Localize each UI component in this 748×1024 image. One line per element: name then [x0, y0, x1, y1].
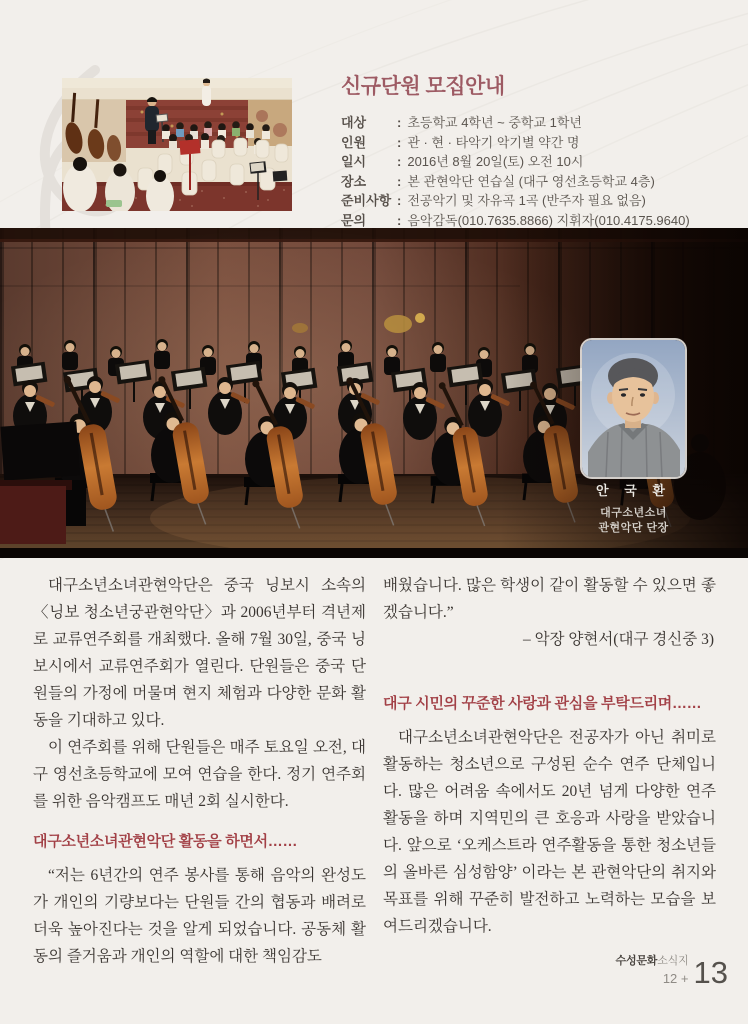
recruit-title: 신규단원 모집안내 [341, 75, 505, 98]
portrait-caption [570, 480, 697, 536]
paragraph: 대구소년소녀관현악단은 중국 닝보시 소속의 〈닝보 청소년궁관현악단〉과 2006년부터 격년제로 교류연주회를 개최했다. 올해 7월 30일, 중국 닝보시에서 교류연주회가 열린다. 단원들은 중국 단원들의 가정에 머물며 현지 체험과 다양한 문화 활동을 기대하고 있다. [33, 577, 366, 729]
recruit-row-location: 장소 : 본 관현악단 연습실 (대구 영선초등학교 4층) [341, 173, 655, 189]
article-left-column [33, 572, 366, 970]
recruit-row-headcount: 인원 : 관 · 현 · 타악기 악기별 약간 명 [341, 134, 580, 150]
recruitment-notice [341, 70, 731, 230]
recruit-row-datetime: 일시 : 2016년 8월 20일(토) 오전 10시 [341, 154, 584, 169]
article-subhead-citizens: 대구 시민의 꾸준한 사랑과 관심을 부탁드리며…… [383, 695, 702, 712]
portrait-org-line1: 대구소년소녀 [600, 507, 667, 519]
paragraph: 배웠습니다. 많은 학생이 같이 활동할 수 있으면 좋겠습니다.” [383, 577, 716, 621]
page-number-left: 12 + [662, 971, 689, 986]
footer-brand-block [616, 952, 689, 986]
article-right-column [383, 572, 716, 940]
page-number-right: 13 [693, 955, 728, 990]
recruit-row-contact: 문의 : 음악감독(010.7635.8866) 지휘자(010.4175.9640) [341, 212, 690, 228]
portrait-org-line2: 관현악단 단장 [598, 522, 669, 534]
quote-attribution: – 악장 양현서(대구 경신중 3) [522, 631, 714, 648]
paragraph: 이 연주회를 위해 단원들은 매주 토요일 오전, 대구 영선초등학교에 모여 연습을 한다. 정기 연주회를 위한 음악캠프도 매년 2회 실시한다. [33, 739, 366, 810]
page-footer [615, 952, 728, 990]
recruit-rows [341, 113, 731, 230]
recruit-row-target: 대상 : 초등학교 4학년 ~ 중학교 1학년 [341, 115, 582, 130]
article-subhead-activities: 대구소년소녀관현악단 활동을 하면서…… [33, 833, 298, 850]
recruit-row-preparation: 준비사항 : 전공악기 및 자유곡 1곡 (반주자 필요 없음) [341, 193, 646, 208]
portrait-illustration [582, 340, 685, 477]
portrait-photo [582, 340, 685, 477]
magazine-brand: 수성문화소식지 [615, 955, 689, 967]
paragraph: 대구소년소녀관현악단은 전공자가 아닌 취미로 활동하는 청소년으로 구성된 순수 연주 단체입니다. 많은 어려움 속에서도 20년 넘게 다양한 연주 활동을 하며 지역민의 큰 호응과 사랑을 받았습니다. 앞으로 ‘오케스트라 연주활동을 통한 청소년들의 올바른 심성함양’ 이라는 본 관현악단의 취지와 목표를 위해 꾸준히 발전하고 노력하는 모습을 보여드리겠습니다. [383, 729, 716, 935]
rehearsal-photo [62, 78, 292, 211]
rehearsal-photo-illustration [62, 78, 292, 211]
paragraph: “저는 6년간의 연주 봉사를 통해 음악의 완성도가 개인의 기량보다는 단원들 간의 협동과 배려로 더욱 높아진다는 것을 알게 되었습니다. 공동체 활동의 즐거움과 개인의 역할에 대한 책임감도 [33, 867, 366, 965]
portrait-name: 안 국 환 [596, 483, 671, 498]
